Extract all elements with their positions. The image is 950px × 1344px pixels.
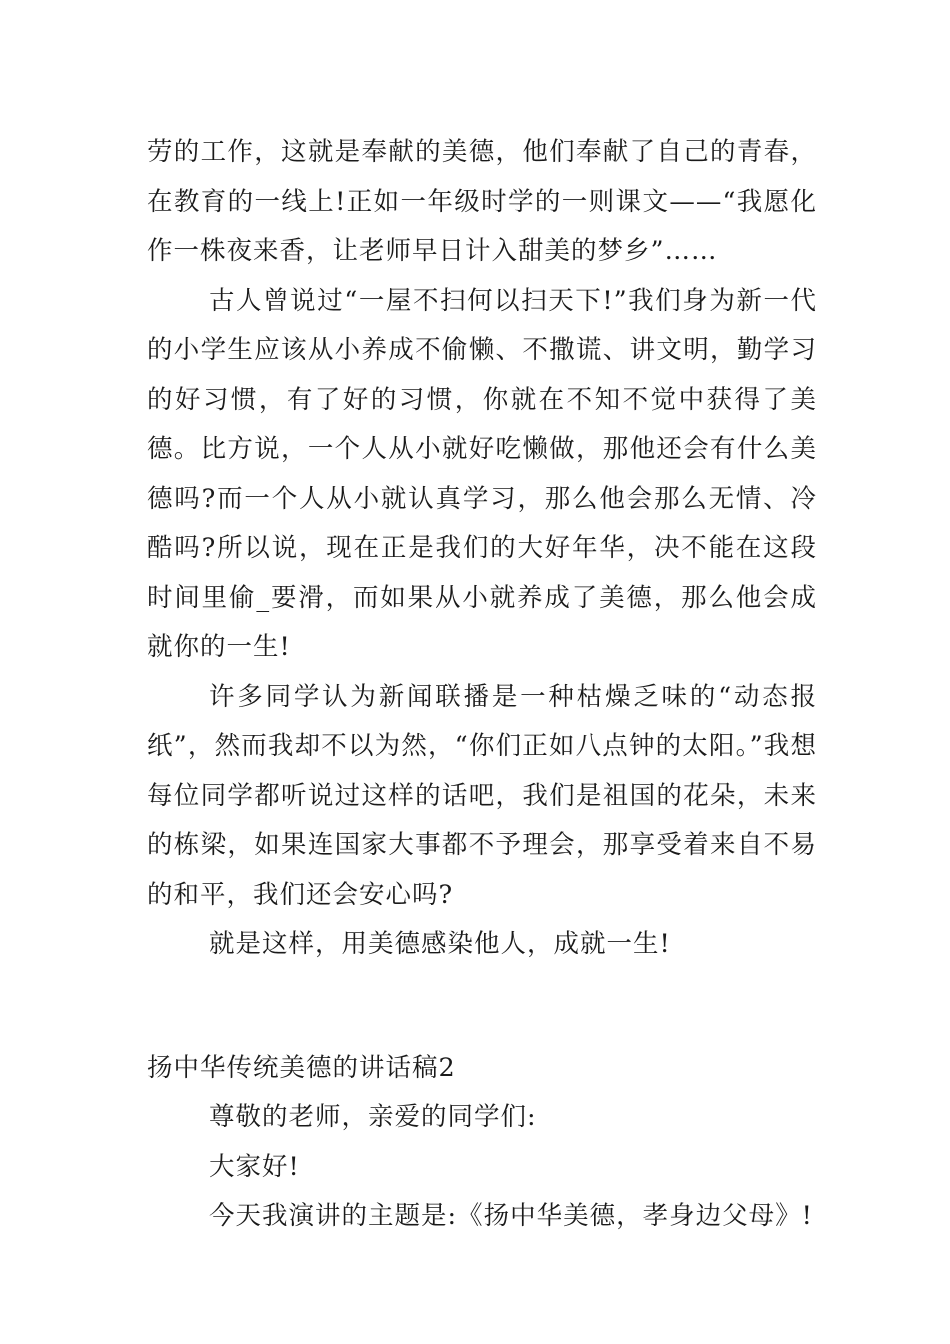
paragraph-4: 就是这样，用美德感染他人，成就一生! bbox=[209, 929, 671, 959]
document-body bbox=[147, 128, 817, 1242]
speech-salutation: 尊敬的老师，亲爱的同学们: bbox=[209, 1102, 537, 1132]
speech-greeting: 大家好! bbox=[209, 1151, 300, 1182]
speech-topic: 今天我演讲的主题是:《扬中华美德，孝身边父母》! bbox=[209, 1201, 813, 1231]
paragraph-3: 许多同学认为新闻联播是一种枯燥乏味的“动态报纸”，然而我却不以为然，“你们正如八点钟的太阳。”我想每位同学都听说过这样的话吧，我们是祖国的花朵，未来的栋梁，如果连国家大事都不予理会，那享受着来自不易的和平，我们还会安心吗? bbox=[147, 681, 817, 910]
section-title: 扬中华传统美德的讲话稿2 bbox=[147, 1052, 456, 1083]
paragraph-2: 古人曾说过“一屋不扫何以扫天下!”我们身为新一代的小学生应该从小养成不偷懒、不撒谎、讲文明，勤学习的好习惯，有了好的习惯，你就在不知不觉中获得了美德。比方说，一个人从小就好吃懒做，那他还会有什么美德吗?而一个人从小就认真学习，那么他会那么无情、冷酷吗?所以说，现在正是我们的大好年华，决不能在这段时间里偷_要滑，而如果从小就养成了美德，那么他会成就你的一生! bbox=[147, 285, 817, 662]
paragraph-1: 劳的工作，这就是奉献的美德，他们奉献了自己的青春，在教育的一线上!正如一年级时学的一则课文——“我愿化作一株夜来香，让老师早日计入甜美的梦乡”…… bbox=[147, 137, 817, 266]
